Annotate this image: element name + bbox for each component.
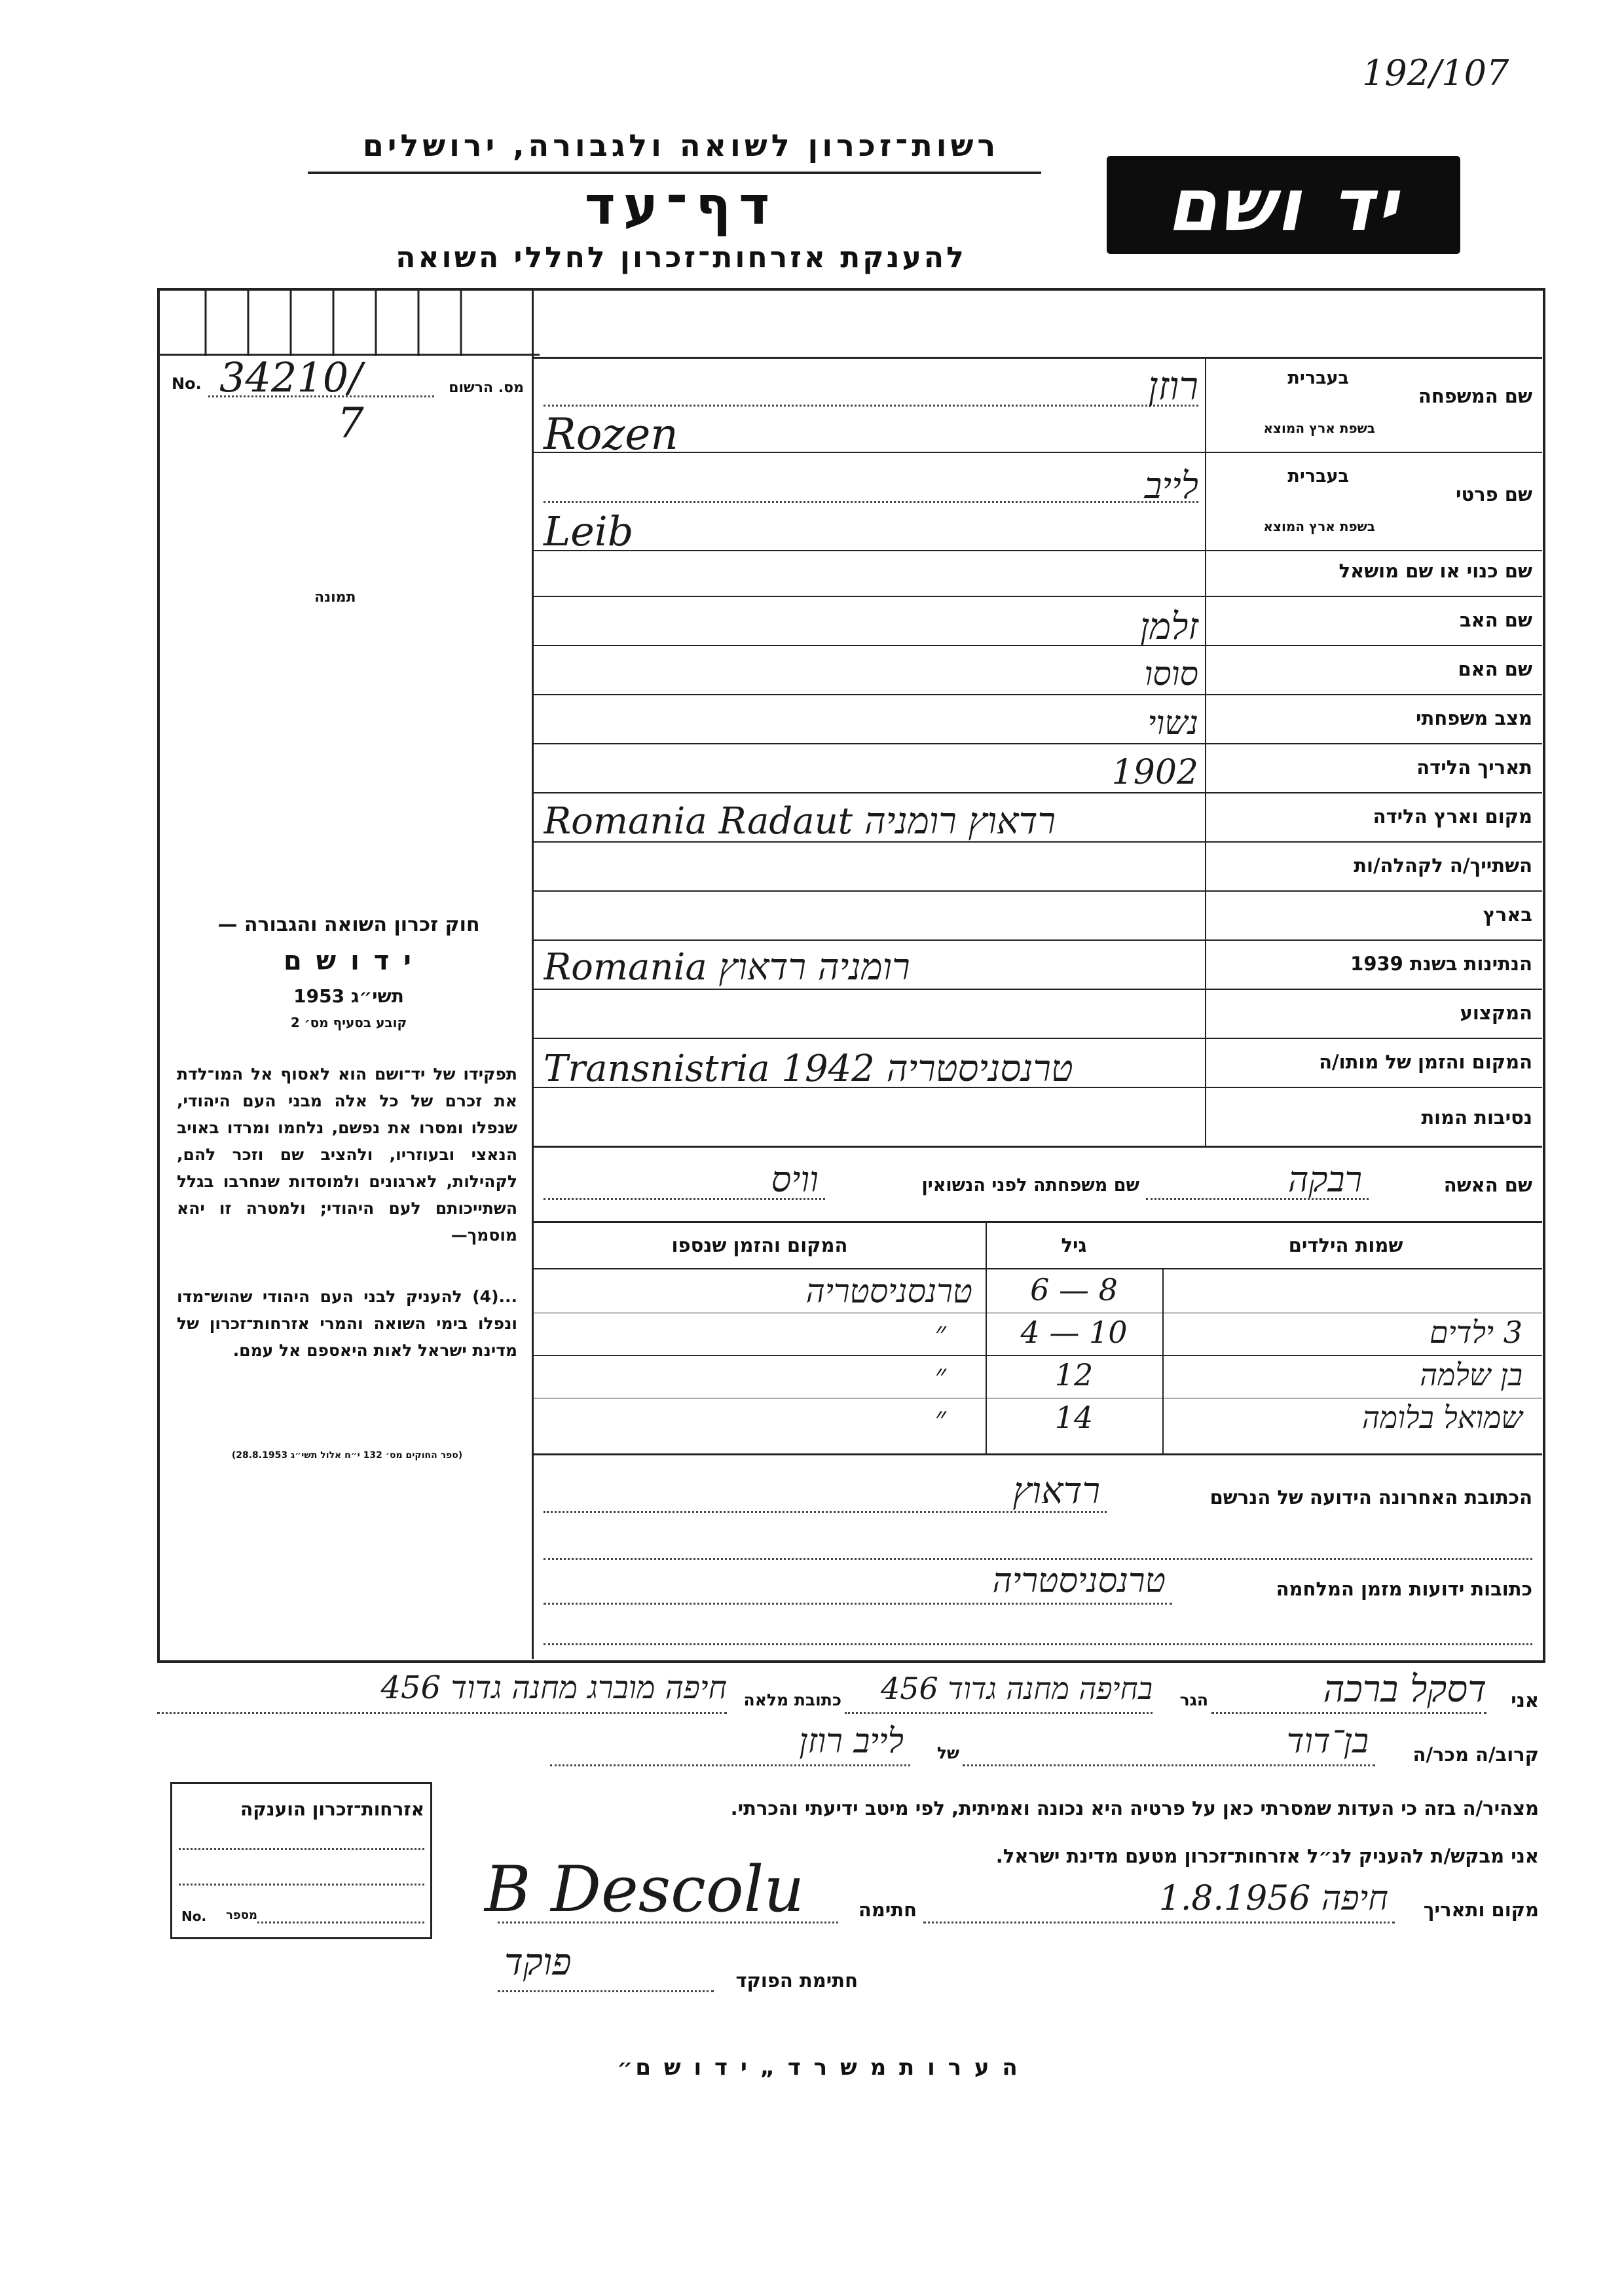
law-text-2: ...(4) להעניק לבני העם היהודי שהוש־מדו ונפלו בימי השואה והמרי אזרחות־זכרון של מדינת ישראל לאות היאספם אל עמם.: [177, 1287, 517, 1360]
reg-number: 34210/: [219, 354, 363, 401]
reg-number-suffix: 7: [337, 399, 364, 448]
nickname-label: שם כנוי או שם מושאל: [1338, 560, 1532, 582]
witness-full-address-label: כתובת מלאה: [743, 1690, 841, 1709]
grant-box-number-label: מספר: [226, 1908, 257, 1922]
wife-name-value: רבקה: [1287, 1159, 1362, 1200]
law-title: חוק זכרון השואה והגבורה —: [217, 913, 480, 936]
war-address-value: טרנסניסטריה: [992, 1561, 1166, 1601]
officer-signature-label: חתימת הפוקד: [735, 1969, 858, 1992]
witness-full-address: חיפה מוברג מחנה גדוד 456: [380, 1669, 727, 1706]
last-address-value: רדאוץ: [1012, 1470, 1100, 1512]
law-year: תשי״ג 1953: [293, 985, 404, 1007]
law-name: י ד ו ש ם: [284, 946, 414, 976]
birth-date-value: 1902: [1111, 753, 1198, 792]
family-name-latin: Rozen: [544, 409, 678, 460]
grant-box: [170, 1782, 432, 1939]
witness-name: דסקל ברכה: [1323, 1668, 1486, 1711]
child-name: 3 ילדים: [1430, 1315, 1522, 1350]
child-age: 6 — 8: [1030, 1272, 1118, 1307]
relation-of-label: של: [936, 1743, 959, 1762]
death-circumstances-label: נסיבות המות: [1421, 1106, 1532, 1129]
first-name-origin-label: בשפת ארץ המוצא: [1263, 519, 1375, 534]
birth-place-label: מקום וארץ הלידה: [1373, 805, 1532, 828]
wife-name-label: שם האשה: [1443, 1174, 1532, 1196]
relation-label: קרוב/ה מכר/ה: [1412, 1743, 1539, 1766]
child-place: ״: [934, 1357, 946, 1393]
grant-box-title: אזרחות־זכרון הוענקה: [240, 1798, 424, 1820]
father-name-label: שם האב: [1459, 609, 1532, 631]
relation-value: בן־דוד: [1286, 1722, 1369, 1761]
country-label: בארץ: [1483, 903, 1532, 926]
child-age: 14: [1054, 1400, 1094, 1435]
last-address-label: הכתובת האחרונה הידועה של הנרשם: [1209, 1486, 1532, 1508]
signature-label: חתימה: [858, 1899, 917, 1921]
children-table: [534, 1221, 1542, 1453]
first-name-label: שם פרטי: [1455, 483, 1532, 505]
request-text: אני מבקש/ת להעניק לנ״ל אזרחות־זכרון מטעם מדינת ישראל.: [995, 1845, 1539, 1867]
family-name-label: שם המשפחה: [1418, 385, 1532, 407]
place-date-label: מקום ותאריך: [1423, 1899, 1539, 1921]
first-name-latin: Leib: [544, 507, 634, 555]
witness-resides-label: הגר: [1179, 1690, 1208, 1709]
declaration-text: מצהיר/ה בזה כי העדות שמסרתי כאן על פרטיה היא נכונה ואמיתית, לפי מיטב ידיעתי והכרתי.: [730, 1797, 1539, 1819]
child-place: טרנסניסטריה: [805, 1272, 972, 1310]
citizenship-label: הנתינות בשנת 1939: [1350, 953, 1532, 975]
logo-text: יד ושם: [1166, 163, 1401, 247]
law-footnote: (ספר החוקים מס׳ 132 י״ח אלול תשי״ג 28.8.1953): [231, 1450, 463, 1461]
children-col-names: שמות הילדים: [1288, 1234, 1403, 1256]
death-place-value: Transnistria טרנסניסטריה 1942: [544, 1048, 1073, 1090]
children-col-place: המקום והזמן שנספו: [671, 1234, 848, 1256]
child-age: 4 — 10: [1020, 1315, 1128, 1350]
grant-box-no-label: No.: [181, 1908, 207, 1924]
mother-name-value: סוסו: [1144, 655, 1198, 693]
yad-vashem-logo: [1107, 156, 1460, 254]
maiden-name-value: וויס: [771, 1159, 819, 1200]
place-date-value: חיפה 1.8.1956: [1158, 1879, 1388, 1918]
family-name-hebrew: רוזן: [1148, 363, 1198, 409]
mother-name-label: שם האם: [1458, 658, 1532, 680]
form-title: דף־עד: [584, 175, 778, 236]
law-clause: קובע בסעיף מס׳ 2: [290, 1015, 407, 1030]
reg-no-label: No.: [172, 374, 202, 393]
first-name-hebrew: לייב: [1144, 465, 1198, 507]
war-address-label: כתובות ידועות מזמן המלחמה: [1276, 1578, 1532, 1600]
community-label: השתייך/ה לקהלה/ות: [1354, 854, 1532, 877]
birth-place-value: Romania Radaut רדאוץ רומניה: [544, 800, 1056, 843]
citizenship-value: Romania רומניה רדאוץ: [544, 946, 910, 989]
relation-of-value: לייב רוזן: [799, 1722, 904, 1761]
birth-date-label: תאריך הלידה: [1416, 756, 1532, 778]
officer-signature: פוקד: [504, 1941, 572, 1984]
death-place-label: המקום והזמן של מותו/ה: [1319, 1051, 1532, 1073]
child-place: ״: [934, 1400, 946, 1435]
reg-label: מס. הרשום: [449, 380, 524, 396]
first-name-hebrew-label: בעברית: [1287, 466, 1349, 486]
child-name: בן שלמה: [1420, 1357, 1522, 1393]
child-age: 12: [1054, 1357, 1094, 1393]
children-col-age: גיל: [1061, 1234, 1087, 1256]
marital-status-value: נשוי: [1147, 704, 1198, 742]
profession-label: המקצוע: [1460, 1002, 1532, 1024]
family-name-origin-label: בשפת ארץ המוצא: [1263, 420, 1375, 436]
child-place: ״: [934, 1315, 946, 1350]
office-notes-footer: ה ע ר ו ת מ ש ר ד „ י ד ו ש ם״: [617, 2054, 1020, 2081]
marital-status-label: מצב משפחתי: [1415, 707, 1532, 729]
witness-signature: B Descolu: [485, 1853, 805, 1926]
witness-address: בחיפה מחנה גדוד 456: [880, 1671, 1153, 1706]
child-name: שמואל בלומה: [1361, 1400, 1522, 1435]
law-text-1: תפקידו של יד־ושם הוא לאסוף אל המו־לדת את זכרם של כל אלה מבני העם היהודי, שנפלו ומסרו את נפשם, נלחמו ומרדו באויב הנאצי ובעוזריו, ולהציב שם וזכר להם, לקהילות, לארגונים ולמוסדות שנחרבו בגלל השתייכותם לעם היהודי; ולמטרה זו יהא מוסמך—: [177, 1065, 517, 1245]
photo-label: תמונה: [314, 589, 356, 606]
archive-number: 192/107: [1362, 52, 1509, 94]
witness-i-label: אני: [1511, 1689, 1539, 1711]
form-subtitle: להענקת אזרחות־זכרון לחללי השואה: [396, 241, 967, 274]
family-name-hebrew-label: בעברית: [1287, 368, 1349, 388]
maiden-name-label: שם משפחתה לפני הנשואין: [921, 1175, 1139, 1195]
office-code-boxes: [160, 291, 540, 356]
father-name-value: זלמן: [1139, 606, 1198, 648]
authority-name: רשות־זכרון לשואה ולגבורה, ירושלים: [362, 128, 1000, 163]
